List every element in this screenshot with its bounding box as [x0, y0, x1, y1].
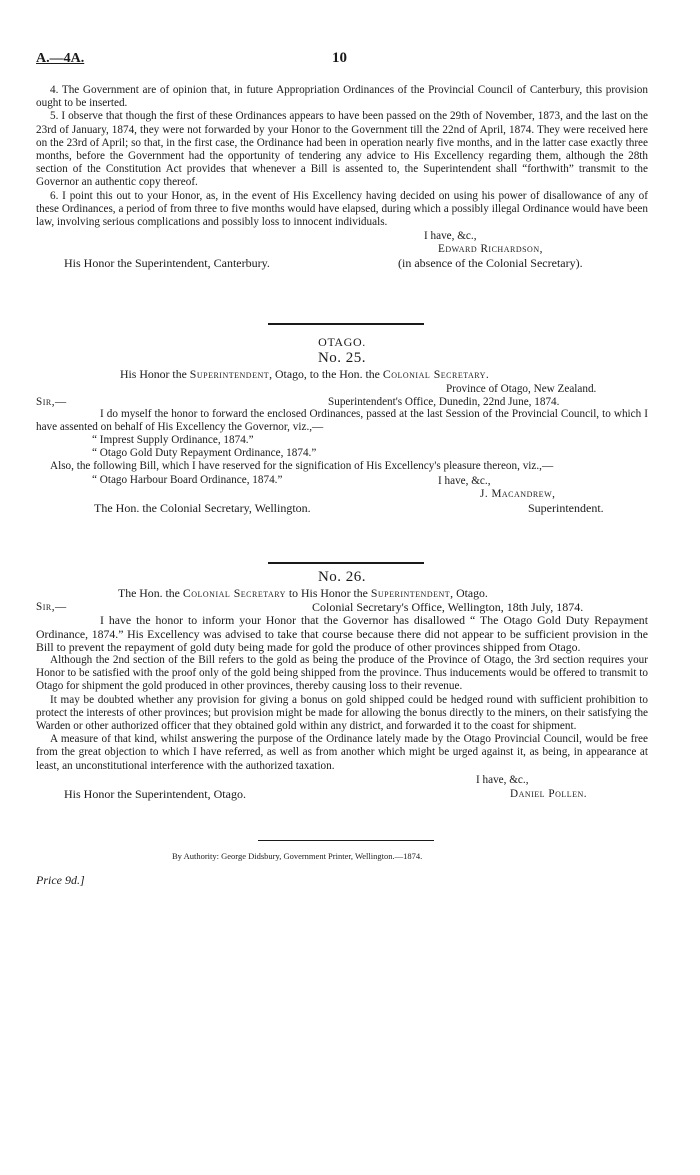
page-number: 10 — [332, 50, 347, 66]
ordinance-item-2: “ Otago Gold Duty Repayment Ordinance, 1874.” — [92, 447, 317, 460]
body-paragraph-1: I do myself the honor to forward the enclosed Ordinances, passed at the last Session of the Provincial Council, to which I have assented on behalf of His Excellency the Governor, viz.,— — [36, 407, 648, 433]
divider — [268, 562, 424, 564]
section-title: OTAGO. — [318, 335, 366, 349]
letter-no-26 — [36, 571, 648, 803]
body-paragraph-4: A measure of that kind, whilst answering the purpose of the Ordinance lately made by the Otago Provincial Council, would be free from the great objection to which I have referred, as well as from another which might be urged against it, as being, in appearance at least, an unconstitutional interference with the authorized taxation. — [36, 733, 648, 772]
canterbury-letter-continuation — [36, 84, 648, 269]
signer-note: (in absence of the Colonial Secretary). — [398, 256, 583, 271]
paper-reference: A.—4A. — [36, 51, 85, 66]
body-paragraph-1: I have the honor to inform your Honor that the Governor has disallowed “ The Otago Gold Duty Repayment Ordinance, 1874.” His Excellency was advised to take that course because there did not appear to be sufficient provision in the Bill to prevent the repayment of gold duty being made for gold the produce of other provinces shipped from Otago. — [36, 613, 648, 654]
signer-name: J. Macandrew, — [480, 487, 556, 500]
to-title: Superintendent — [370, 586, 451, 601]
from-title: Colonial Secretary — [182, 586, 286, 601]
page-header — [36, 52, 648, 72]
paragraph-4: 4. The Government are of opinion that, in future Appropriation Ordinances of the Provincial Council of Canterbury, this provision ought to be inserted. — [36, 84, 648, 110]
paragraph-5: 5. I observe that though the first of these Ordinances appears to have been passed on the 29th of November, 1873, and the last on the 23rd of January, 1874, they were not forwarded by your Honor to the Government till the 22nd of April, 1874. They were received here on the 23rd of April; so that, in the first case, the Ordinance had been in operation nearly five months, and in the latter case exactly three months, before the Government had the opportunity of tendering any advice to His Excellency regarding them, although the 28th section of the Constitution Act provides that whenever a Bill is assented to, the Superintendent shall “forthwith” transmit to the Governor an authentic copy thereof. — [36, 110, 648, 189]
closing: I have, &c., — [424, 230, 477, 243]
address-line-1: Province of Otago, New Zealand. — [446, 382, 597, 395]
price: Price 9d.] — [36, 873, 85, 887]
closing: I have, &c., — [438, 474, 491, 487]
signer-name: Edward Richardson, — [438, 243, 543, 256]
address-line: Colonial Secretary's Office, Wellington, 18th July, 1874. — [312, 600, 584, 615]
divider — [258, 840, 434, 841]
letter-number: No. 26. — [317, 569, 367, 585]
addressee: His Honor the Superintendent, Otago. — [64, 786, 246, 801]
letter-number: No. 25. — [317, 350, 367, 367]
signer-name: Daniel Pollen. — [510, 787, 588, 800]
printer-imprint: By Authority: George Didsbury, Government Printer, Wellington.—1874. — [172, 851, 423, 861]
body-paragraph-3: It may be doubted whether any provision for giving a bonus on gold shipped could be hedged round with sufficient prohibition to protect the interests of other provinces; but provision might be made for allowing the bonus directly to the miners, on their satisfying the Warden or other authorized officer that they obtained gold within any district, and forwarded it to the coast for shipment. — [36, 693, 648, 733]
letter-no-25 — [36, 336, 648, 527]
from-title: Superintendent — [189, 367, 270, 382]
addressee: His Honor the Superintendent, Canterbury. — [64, 256, 270, 271]
salutation: Sir,— — [36, 395, 67, 408]
body-paragraph-2: Also, the following Bill, which I have reserved for the signification of His Excellency's pleasure thereon, viz.,— — [50, 460, 554, 473]
addressee: The Hon. the Colonial Secretary, Wellington. — [94, 500, 311, 515]
salutation: Sir,— — [36, 601, 67, 614]
paragraph-6: 6. I point this out to your Honor, as, in the event of His Excellency having decided on using his power of disallowance of any of these Ordinances, a period of from three to five months would have elapsed, during which a possibly illegal Ordinance would have been law, involving serious complications and possibly loss to innocent individuals. — [36, 189, 648, 229]
from-to-line: The Hon. the Colonial Secretary to His Honor the Superintendent, Otago. — [118, 586, 488, 601]
closing: I have, &c., — [476, 773, 529, 786]
divider — [268, 323, 424, 325]
address-line-2: Superintendent's Office, Dunedin, 22nd June, 1874. — [328, 395, 560, 408]
to-title: Colonial Secretary — [382, 367, 486, 382]
ordinance-item-1: “ Imprest Supply Ordinance, 1874.” — [92, 434, 254, 447]
from-to-line: His Honor the Superintendent, Otago, to the Hon. the Colonial Secretary. — [120, 367, 489, 382]
signer-title: Superintendent. — [528, 500, 604, 515]
body-paragraph-2: Although the 2nd section of the Bill refers to the gold as being the produce of the Province of Otago, the 3rd section requires your Honor to be satisfied with the proof only of the gold being shipped from the province. Thus inducements would be offered to transmit to Otago for shipment the gold produced in other provinces, thereby causing loss to their revenue. — [36, 654, 648, 693]
ordinance-item-3: “ Otago Harbour Board Ordinance, 1874.” — [92, 473, 283, 486]
